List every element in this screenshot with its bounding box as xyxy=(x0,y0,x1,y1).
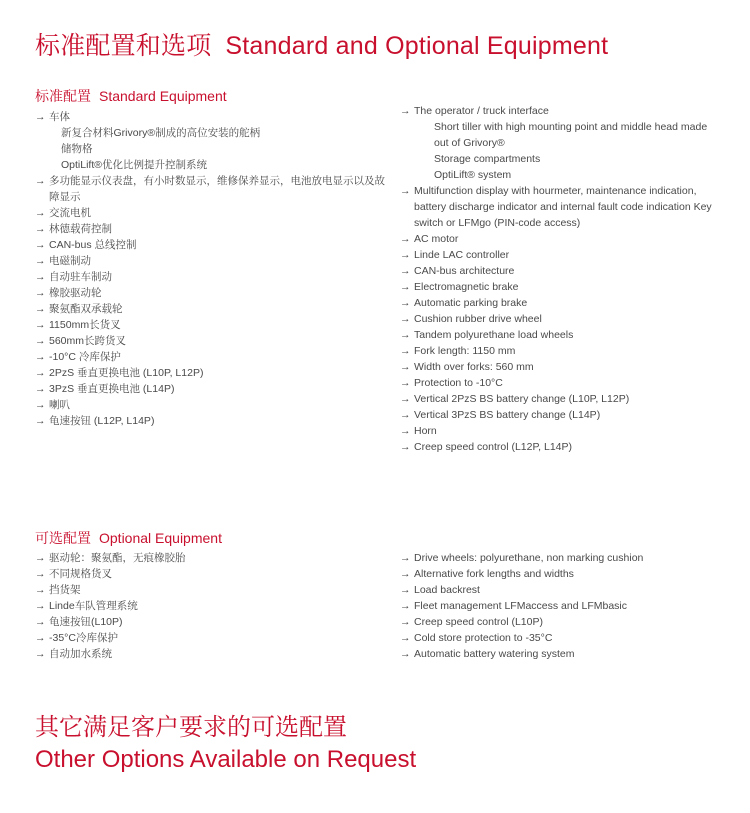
list-item xyxy=(400,295,720,311)
arrow-icon: → xyxy=(35,600,46,612)
list-item xyxy=(400,359,720,375)
sub-list-item: Storage compartments xyxy=(434,153,541,165)
list-item-text: 2PzS 垂直更换电池 (L10P, L12P) xyxy=(49,367,204,379)
sub-list-item: out of Grivory® xyxy=(434,137,505,149)
list-item-text: Cold store protection to -35°C xyxy=(414,632,553,644)
arrow-icon: → xyxy=(35,383,46,395)
optional-list-en xyxy=(400,550,720,662)
list-item: → The operator / truck interface Short tiller with high mounting point and middle head made out of Grivory® Storage compartments OptiLift® system xyxy=(400,103,720,183)
list-item xyxy=(400,439,720,455)
footer-title-zh: 其它满足客户要求的可选配置 xyxy=(35,714,347,741)
standard-section-title xyxy=(35,86,227,106)
arrow-icon: → xyxy=(400,377,411,389)
arrow-icon: → xyxy=(35,175,46,187)
list-item xyxy=(35,317,385,333)
list-item xyxy=(35,237,385,253)
list-item-text: Protection to -10°C xyxy=(414,377,503,389)
sub-list-item: OptiLift® system xyxy=(434,169,512,181)
arrow-icon: → xyxy=(35,255,46,267)
list-item xyxy=(400,263,720,279)
list-item xyxy=(400,598,720,614)
list-item xyxy=(400,614,720,630)
list-item xyxy=(400,566,720,582)
arrow-icon: → xyxy=(400,345,411,357)
list-item xyxy=(35,413,385,429)
arrow-icon: → xyxy=(400,233,411,245)
list-item-text: Multifunction display with hourmeter, maintenance indication, battery discharge indicator and internal fault code indication Key switch or LFMgo (PIN-code access) xyxy=(414,185,712,229)
list-item xyxy=(400,550,720,566)
list-item-text: 龟速按钮(L10P) xyxy=(49,616,123,628)
arrow-icon: → xyxy=(35,111,46,123)
list-item-text: 驱动轮：聚氨酯，无痕橡胶胎 xyxy=(49,552,186,564)
optional-section-title xyxy=(35,528,222,548)
page-title-en: Standard and Optional Equipment xyxy=(225,32,609,60)
list-item-text: 电磁制动 xyxy=(49,255,91,267)
arrow-icon: → xyxy=(35,632,46,644)
standard-title-zh: 标准配置 xyxy=(35,88,91,104)
list-item xyxy=(400,327,720,343)
arrow-icon: → xyxy=(35,207,46,219)
list-item-text: 聚氨酯双承载轮 xyxy=(49,303,123,315)
list-item xyxy=(400,279,720,295)
arrow-icon: → xyxy=(35,552,46,564)
list-item-text: -10°C 冷库保护 xyxy=(49,351,121,363)
arrow-icon: → xyxy=(400,313,411,325)
list-item xyxy=(35,221,385,237)
arrow-icon: → xyxy=(400,552,411,564)
arrow-icon: → xyxy=(400,600,411,612)
list-item-text: 林德载荷控制 xyxy=(49,223,112,235)
arrow-icon: → xyxy=(35,568,46,580)
list-item-text: Cushion rubber drive wheel xyxy=(414,313,542,325)
list-item xyxy=(400,375,720,391)
arrow-icon: → xyxy=(35,351,46,363)
list-item xyxy=(400,582,720,598)
sub-list xyxy=(49,125,385,173)
list-item-text: Vertical 2PzS BS battery change (L10P, L12P) xyxy=(414,393,630,405)
arrow-icon: → xyxy=(400,409,411,421)
arrow-icon: → xyxy=(35,223,46,235)
footer-title-en: Other Options Available on Request xyxy=(35,746,417,773)
list-item xyxy=(35,253,385,269)
list-item xyxy=(35,646,385,662)
list-item xyxy=(400,231,720,247)
list-item-text: AC motor xyxy=(414,233,459,245)
arrow-icon: → xyxy=(400,297,411,309)
page-title-zh: 标准配置和选项 xyxy=(35,32,212,60)
arrow-icon: → xyxy=(400,249,411,261)
list-item-text: -35°C冷库保护 xyxy=(49,632,118,644)
list-item-text: 喇叭 xyxy=(49,399,70,411)
arrow-icon: → xyxy=(400,441,411,453)
sub-list-item: OptiLift®优化比例提升控制系统 xyxy=(61,159,207,171)
list-item-text: Linde车队管理系统 xyxy=(49,600,138,612)
list-item-text: Horn xyxy=(414,425,437,437)
list-item-text: Creep speed control (L10P) xyxy=(414,616,543,628)
arrow-icon: → xyxy=(400,584,411,596)
arrow-icon: → xyxy=(400,361,411,373)
list-item xyxy=(35,550,385,566)
list-item xyxy=(35,173,385,205)
list-item xyxy=(35,333,385,349)
list-item xyxy=(400,311,720,327)
list-item-text: Electromagnetic brake xyxy=(414,281,519,293)
list-item xyxy=(400,391,720,407)
list-item-text: Creep speed control (L12P, L14P) xyxy=(414,441,572,453)
page-title xyxy=(35,26,608,62)
list-item-text: Tandem polyurethane load wheels xyxy=(414,329,574,341)
list-item-text: Automatic parking brake xyxy=(414,297,528,309)
arrow-icon: → xyxy=(400,632,411,644)
list-item xyxy=(400,646,720,662)
list-item-text: CAN-bus 总线控制 xyxy=(49,239,137,251)
list-item xyxy=(35,630,385,646)
list-item-text: 1150mm长货叉 xyxy=(49,319,121,331)
list-item xyxy=(400,183,720,231)
arrow-icon: → xyxy=(35,303,46,315)
list-item-text: Automatic battery watering system xyxy=(414,648,575,660)
list-item xyxy=(35,205,385,221)
optional-title-en: Optional Equipment xyxy=(99,530,222,546)
list-item-text: 自动加水系统 xyxy=(49,648,112,660)
arrow-icon: → xyxy=(35,367,46,379)
standard-list-en xyxy=(400,103,720,455)
sub-list xyxy=(414,119,720,183)
standard-list-zh xyxy=(35,109,385,429)
list-item xyxy=(400,343,720,359)
arrow-icon: → xyxy=(35,415,46,427)
standard-title-en: Standard Equipment xyxy=(99,88,227,104)
list-item-text: 560mm长跨货叉 xyxy=(49,335,127,347)
list-item-text: 自动驻车制动 xyxy=(49,271,112,283)
list-item xyxy=(35,269,385,285)
arrow-icon: → xyxy=(400,105,411,117)
arrow-icon: → xyxy=(400,265,411,277)
list-item-text: Fleet management LFMaccess and LFMbasic xyxy=(414,600,628,612)
optional-title-zh: 可选配置 xyxy=(35,530,91,546)
list-item-text: Fork length: 1150 mm xyxy=(414,345,516,357)
optional-list-zh xyxy=(35,550,385,662)
footer-title xyxy=(35,712,416,776)
sub-list-item: 储物格 xyxy=(61,143,93,155)
arrow-icon: → xyxy=(35,319,46,331)
arrow-icon: → xyxy=(35,399,46,411)
list-item xyxy=(35,285,385,301)
list-item-text: 不同规格货叉 xyxy=(49,568,112,580)
list-item-text: 交流电机 xyxy=(49,207,91,219)
arrow-icon: → xyxy=(400,329,411,341)
sub-list-item: Short tiller with high mounting point and middle head made xyxy=(434,121,708,133)
arrow-icon: → xyxy=(400,185,411,197)
list-item-text: Alternative fork lengths and widths xyxy=(414,568,574,580)
list-item-text: Linde LAC controller xyxy=(414,249,510,261)
arrow-icon: → xyxy=(400,648,411,660)
arrow-icon: → xyxy=(35,287,46,299)
arrow-icon: → xyxy=(35,271,46,283)
list-item-text: 3PzS 垂直更换电池 (L14P) xyxy=(49,383,175,395)
arrow-icon: → xyxy=(400,393,411,405)
list-item xyxy=(35,397,385,413)
list-item xyxy=(35,566,385,582)
sub-list-item: 新复合材料Grivory®制成的高位安装的舵柄 xyxy=(61,127,261,139)
list-item-text: Width over forks: 560 mm xyxy=(414,361,534,373)
arrow-icon: → xyxy=(400,568,411,580)
list-item xyxy=(35,365,385,381)
list-item xyxy=(400,407,720,423)
list-item-text: 橡胶驱动轮 xyxy=(49,287,102,299)
arrow-icon: → xyxy=(35,335,46,347)
arrow-icon: → xyxy=(35,648,46,660)
list-item-text: 多功能显示仪表盘，有小时数显示，维修保养显示，电池放电显示以及故障显示 xyxy=(49,175,385,203)
arrow-icon: → xyxy=(400,616,411,628)
arrow-icon: → xyxy=(35,616,46,628)
list-item xyxy=(400,630,720,646)
list-item xyxy=(35,301,385,317)
list-item xyxy=(35,582,385,598)
list-item-text: 挡货架 xyxy=(49,584,81,596)
arrow-icon: → xyxy=(400,281,411,293)
arrow-icon: → xyxy=(35,584,46,596)
list-item xyxy=(35,381,385,397)
list-item xyxy=(400,247,720,263)
list-item xyxy=(35,598,385,614)
list-item xyxy=(400,423,720,439)
arrow-icon: → xyxy=(400,425,411,437)
list-item-text: Drive wheels: polyurethane, non marking cushion xyxy=(414,552,644,564)
list-item-text: 龟速按钮 (L12P, L14P) xyxy=(49,415,155,427)
list-item-text: CAN-bus architecture xyxy=(414,265,515,277)
list-item-text: Vertical 3PzS BS battery change (L14P) xyxy=(414,409,601,421)
list-item xyxy=(35,614,385,630)
list-item xyxy=(35,349,385,365)
arrow-icon: → xyxy=(35,239,46,251)
list-item: → 车体 新复合材料Grivory®制成的高位安装的舵柄 储物格 OptiLift®优化比例提升控制系统 xyxy=(35,109,385,173)
list-item-text: Load backrest xyxy=(414,584,480,596)
